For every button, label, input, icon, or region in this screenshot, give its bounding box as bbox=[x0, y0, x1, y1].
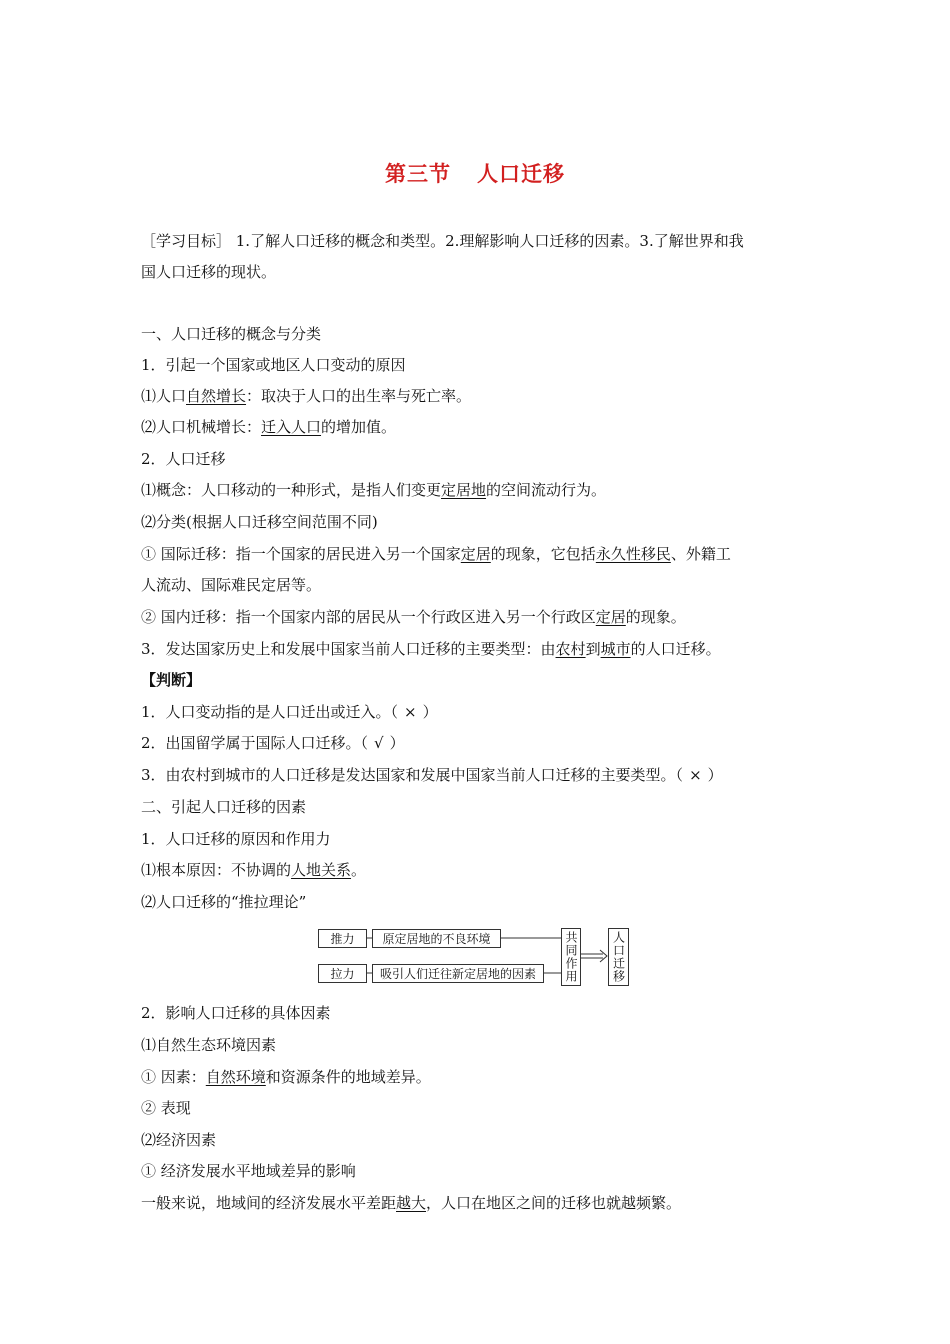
judge-q3: 3．由农村到城市的人口迁移是发达国家和发展中国家当前人口迁移的主要类型。（ × ） bbox=[141, 766, 723, 784]
section1-item1: 1．引起一个国家或地区人口变动的原因 bbox=[141, 356, 406, 374]
section1-item2a: ⑴概念：人口移动的一种形式，是指人们变更定居地的空间流动行为。 bbox=[141, 481, 607, 499]
push-label-box: 推力 bbox=[318, 929, 367, 948]
section1-item1b: ⑵人口机械增长：迁入人口的增加值。 bbox=[141, 418, 397, 436]
section2-item1a: ⑴根本原因：不协调的人地关系。 bbox=[141, 861, 367, 879]
joint-action-box: 共同作用 bbox=[561, 928, 581, 986]
section2-item2a2: ② 表现 bbox=[141, 1099, 191, 1117]
section1-item2c-cont: 人流动、国际难民定居等。 bbox=[141, 576, 322, 594]
learning-goals-line-1: ［学习目标］ 1.了解人口迁移的概念和类型。2.理解影响人口迁移的因素。3.了解世界和我 bbox=[141, 232, 744, 250]
push-text-box: 原定居地的不良环境 bbox=[372, 929, 501, 948]
section2-item2a1: ① 因素：自然环境和资源条件的地域差异。 bbox=[141, 1068, 431, 1086]
section2-item1: 1．人口迁移的原因和作用力 bbox=[141, 830, 331, 848]
answer-blank: 永久性移民 bbox=[595, 545, 671, 563]
section2-item1b: ⑵人口迁移的“推拉理论” bbox=[141, 893, 307, 911]
judge-heading: 【判断】 bbox=[141, 671, 202, 689]
pull-text-box: 吸引人们迁往新定居地的因素 bbox=[372, 964, 544, 983]
judge-q2: 2．出国留学属于国际人口迁移。（ √ ） bbox=[141, 734, 405, 752]
section2-item2b2: 一般来说，地域间的经济发展水平差距越大，人口在地区之间的迁移也就越频繁。 bbox=[141, 1194, 682, 1212]
section1-item2b: ⑵分类(根据人口迁移空间范围不同) bbox=[141, 513, 378, 531]
section2-heading: 二、引起人口迁移的因素 bbox=[141, 798, 307, 816]
answer-blank: 自然增长 bbox=[186, 387, 247, 405]
migration-result-box: 人口迁移 bbox=[608, 928, 629, 986]
section1-item2d: ② 国内迁移：指一个国家内部的居民从一个行政区进入另一个行政区定居的现象。 bbox=[141, 608, 686, 626]
pull-label-box: 拉力 bbox=[318, 964, 367, 983]
section2-item2: 2．影响人口迁移的具体因素 bbox=[141, 1004, 331, 1022]
answer-blank: 城市 bbox=[600, 640, 631, 658]
answer-blank: 农村 bbox=[555, 640, 586, 658]
answer-mark: × bbox=[689, 766, 702, 784]
section1-item3: 3．发达国家历史上和发展中国家当前人口迁移的主要类型：由农村到城市的人口迁移。 bbox=[141, 640, 721, 658]
answer-mark: × bbox=[404, 703, 417, 721]
push-pull-diagram bbox=[318, 926, 630, 988]
section1-item2: 2．人口迁移 bbox=[141, 450, 226, 468]
section1-heading: 一、人口迁移的概念与分类 bbox=[141, 325, 322, 343]
answer-blank: 定居 bbox=[595, 608, 626, 626]
title-topic: 人口迁移 bbox=[477, 162, 565, 186]
answer-blank: 迁入人口 bbox=[261, 418, 322, 436]
answer-blank: 定居 bbox=[460, 545, 491, 563]
section2-item2a: ⑴自然生态环境因素 bbox=[141, 1036, 277, 1054]
page-title bbox=[0, 158, 950, 188]
title-section-number: 第三节 bbox=[385, 162, 451, 186]
section2-item2b1: ① 经济发展水平地域差异的影响 bbox=[141, 1162, 356, 1180]
answer-blank: 定居地 bbox=[441, 481, 487, 499]
section1-item2c: ① 国际迁移：指一个国家的居民进入另一个国家定居的现象，它包括永久性移民、外籍工 bbox=[141, 545, 731, 563]
answer-blank: 自然环境 bbox=[205, 1068, 266, 1086]
learning-goals-line-2: 国人口迁移的现状。 bbox=[141, 263, 277, 281]
answer-blank: 人地关系 bbox=[291, 861, 352, 879]
section2-item2b: ⑵经济因素 bbox=[141, 1131, 217, 1149]
answer-mark: √ bbox=[374, 734, 384, 752]
judge-q1: 1．人口变动指的是人口迁出或迁入。（ × ） bbox=[141, 703, 438, 721]
answer-blank: 越大 bbox=[396, 1194, 427, 1212]
section1-item1a: ⑴人口自然增长：取决于人口的出生率与死亡率。 bbox=[141, 387, 472, 405]
